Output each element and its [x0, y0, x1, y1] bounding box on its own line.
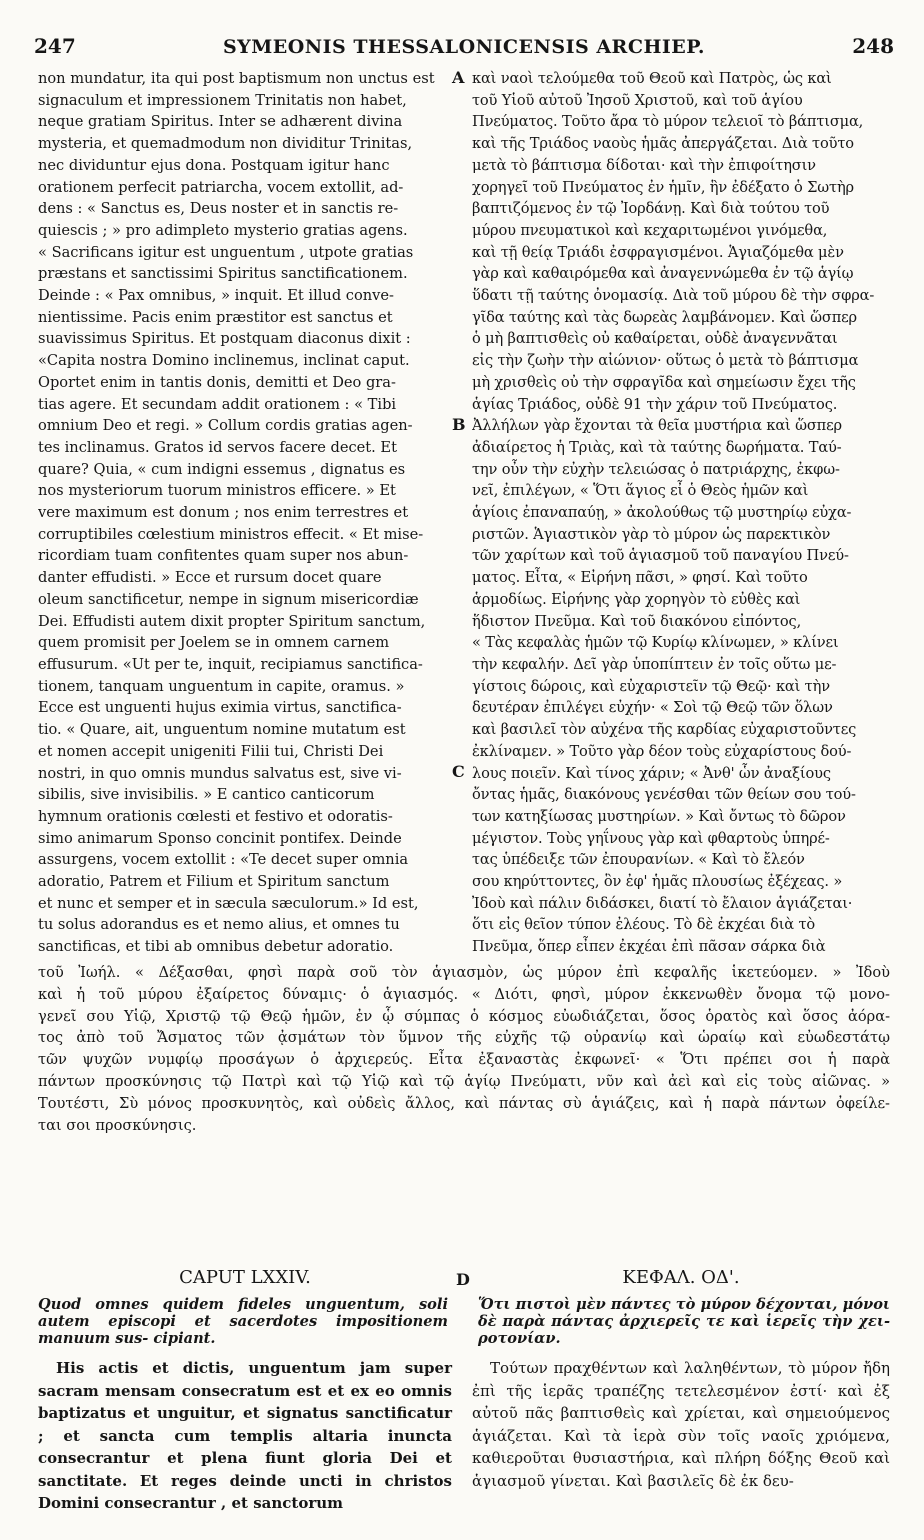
text-line: καὶ βασιλεῖ τὸν αὐχένα τῆς καρδίας εὐχαριστοῦντες: [472, 721, 857, 739]
text-line: Ἰδοὺ καὶ πάλιν διδάσκει, διατί τὸ ἔλαιον ἁγιάζεται·: [472, 894, 853, 912]
text-line: omnium Deo et regi. » Collum cordis gratias agen-: [38, 417, 413, 435]
text-line: oleum sanctificetur, nempe in signum misericordiæ: [38, 590, 419, 608]
text-line: μύρου πνευματικοὶ καὶ κεχαριτωμένοι γινόμεθα,: [472, 221, 828, 239]
text-line: quem promisit per Joelem se in omnem carnem: [38, 634, 390, 652]
text-line: τῶν χαρίτων καὶ τοῦ ἁγιασμοῦ τοῦ παναγίου Πνεύ-: [472, 547, 849, 565]
text-line: μέγιστον. Τοὺς γηΐνους γὰρ καὶ φθαρτοὺς ὑπηρέ-: [472, 829, 830, 847]
text-line: γίστοις δώροις, καὶ εὐχαριστεῖν τῷ Θεῷ· καὶ τὴν: [472, 677, 830, 695]
latin-chapter-body: His actis et dictis, unguentum jam super sacram mensam consecratum est et ex eo omnis baptizatus et unguitur, et signatus sanctificatur ; et sancta cum templis altaria inuncta consecrantur et plena fiunt gloria Dei et sanctitate. Et reges deinde uncti in christos Domini consecrantur , et sanctorum: [38, 1359, 452, 1512]
text-line: ἁγίας Τριάδος, οὐδὲ 91 τὴν χάριν τοῦ Πνεύματος.: [472, 395, 838, 413]
text-line: signaculum et impressionem Trinitatis non habet,: [38, 91, 407, 109]
text-line: Πνεῦμα, ὅπερ εἶπεν ἐκχέαι ἐπὶ πᾶσαν σάρκα διὰ: [472, 938, 826, 956]
right-page-number: 248: [852, 34, 894, 58]
text-line: hymnum orationis cœlesti et festivo et odoratis-: [38, 807, 393, 825]
text-line: tes inclinamus. Gratos id servos facere decet. Et: [38, 438, 397, 456]
text-line: quiescis ; » pro adimpleto mysterio gratias agens.: [38, 221, 408, 239]
left-page-number: 247: [34, 34, 76, 58]
text-line: ἀδιαίρετος ἡ Τριὰς, καὶ τὰ ταύτης δωρήματα. Ταύ-: [472, 438, 842, 456]
text-line: effusurum. «Ut per te, inquit, recipiamus sanctifica-: [38, 655, 423, 673]
text-line: Πνεύματος. Τοῦτο ἄρα τὸ μύρον τελειοῖ τὸ βάπτισμα,: [472, 113, 864, 131]
text-line: non mundatur, ita qui post baptismum non unctus est: [38, 70, 435, 87]
text-line: tias agere. Et secundam addit orationem : « Tibi: [38, 395, 397, 413]
text-line: nos mysteriorum tuorum ministros efficere. » Et: [38, 482, 396, 500]
text-line: ται σοι προσκύνησις.: [38, 1117, 197, 1134]
latin-chapter-heading: CAPUT LXXIV.: [179, 1267, 311, 1288]
greek-chapter-body: Τούτων πραχθέντων καὶ λαληθέντων, τὸ μύρον ἤδη ἐπὶ τῆς ἱερᾶς τραπέζης τετελεσμένον ἐστί· καὶ ἐξ αὐτοῦ πᾶς βαπτισθεὶς καὶ χρίεται, καὶ σημειούμενος ἁγιάζεται. Καὶ τὰ ἱερὰ σὺν τοῖς ναοῖς χριόμενα, καθιεροῦται θυσιαστήρια, καὶ πλήρη δόξης Θεοῦ καὶ ἁγιασμοῦ γίνεται. Καὶ βασιλεῖς δὲ ἐκ δευ-: [472, 1359, 890, 1490]
text-line: ὅτι εἰς θεῖον τύπον ἐλέους. Τὸ δὲ ἐκχέαι διὰ τὸ: [472, 916, 816, 934]
margin-letter-b: B: [452, 415, 466, 434]
text-line: Ecce est unguenti hujus eximia virtus, sanctifica-: [38, 699, 402, 717]
text-line: ὁ μὴ βαπτισθεὶς οὐ καθαίρεται, οὐδὲ ἀναγεννᾶται: [472, 330, 838, 348]
text-line: πάντων προσκύνησις τῷ Πατρὶ καὶ τῷ Υἱῷ καὶ τῷ ἁγίῳ Πνεύματι, νῦν καὶ ἀεὶ καὶ εἰς τοὺς αἰῶνας. »: [38, 1073, 890, 1091]
text-line: εἰς τὴν ζωὴν τὴν αἰώνιον· οὕτως ὁ μετὰ τὸ βάπτισμα: [472, 352, 859, 370]
greek-chapter-subtitle: Ὅτι πιστοὶ μὲν πάντες τὸ μύρον δέχονται, μόνοι δὲ παρὰ πάντας ἀρχιερεῖς τε καὶ ἱερεῖς τὴν χει- ροτονίαν.: [478, 1296, 890, 1347]
text-line: Deinde : « Pax omnibus, » inquit. Et illud conve-: [38, 287, 394, 305]
text-line: orationem perfecit patriarcha, vocem extollit, ad-: [38, 178, 404, 196]
page-header: [34, 34, 894, 64]
text-line: tionem, tanquam unguentum in capite, oramus. »: [38, 677, 405, 695]
margin-letter-c: C: [452, 762, 465, 781]
text-line: neque gratiam Spiritus. Inter se adhærent divina: [38, 113, 403, 131]
greek-chapter-heading: ΚΕΦΑΛ. ΟΔ'.: [622, 1267, 740, 1288]
text-line: tio. « Quare, ait, unguentum nomine mutatum est: [38, 721, 406, 739]
text-line: χορηγεῖ τοῦ Πνεύματος ἐν ἡμῖν, ἣν ἐδέξατο ὁ Σωτὴρ: [472, 178, 854, 196]
text-line: ἁρμοδίως. Εἰρήνης γὰρ χορηγὸν τὸ εὐθὲς καὶ: [472, 590, 801, 608]
text-line: ὕδατι τῇ ταύτης ὀνομασίᾳ. Διὰ τοῦ μύρου δὲ τὴν σφρα-: [472, 287, 875, 305]
text-line: tu solus adorandus es et nemo alius, et omnes tu: [38, 916, 400, 934]
text-line: et nomen accepit unigeniti Filii tui, Christi Dei: [38, 742, 384, 760]
text-line: λους ποιεῖν. Καὶ τίνος χάριν; « Ἀνθ' ὧν ἀναξίους: [472, 764, 831, 782]
text-line: ricordiam tuam confitentes quam super nos abun-: [38, 547, 409, 565]
text-line: ριστῶν. Ἁγιαστικὸν γὰρ τὸ μύρον ὡς παρεκτικὸν: [472, 525, 831, 543]
text-line: καὶ τῆς Τριάδος ναοὺς ἡμᾶς ἀπεργάζεται. Διὰ τοῦτο: [472, 135, 854, 153]
text-line: μὴ χρισθεὶς οὐ τὴν σφραγῖδα καὶ σημείωσιν ἔχει τῆς: [472, 373, 856, 391]
latin-column: [38, 68, 452, 958]
text-line: sanctificas, et tibi ab omnibus debetur adoratio.: [38, 938, 394, 956]
text-line: ἐκλίναμεν. » Τοῦτο γὰρ δέον τοὺς εὐχαρίστους δού-: [472, 742, 852, 760]
text-line: sibilis, sive invisibilis. » E cantico canticorum: [38, 786, 375, 804]
text-line: præstans et sanctissimi Spiritus sanctificationem.: [38, 265, 408, 283]
text-line: Oportet enim in tantis donis, demitti et Deo gra-: [38, 373, 396, 391]
text-line: σου κηρύττοντες, ὃν ἐφ' ἡμᾶς πλουσίως ἐξέχεας. »: [472, 873, 843, 891]
running-title: SYMEONIS THESSALONICENSIS ARCHIEP.: [222, 36, 706, 58]
text-line: vere maximum est donum ; nos enim terrestres et: [38, 504, 409, 522]
text-line: suavissimus Spiritus. Et postquam diaconus dixit :: [38, 330, 411, 348]
text-line: Ἀλλήλων γὰρ ἔχονται τὰ θεῖα μυστήρια καὶ ὥσπερ: [472, 417, 842, 435]
text-line: « Τὰς κεφαλὰς ἡμῶν τῷ Κυρίῳ κλίνωμεν, » κλίνει: [472, 634, 839, 652]
text-line: τας ὑπέδειξε τῶν ἐπουρανίων. « Καὶ τὸ ἔλεόν: [472, 851, 805, 869]
text-line: «Capita nostra Domino inclinemus, inclinat caput.: [38, 352, 410, 370]
text-line: quare? Quia, « cum indigni essemus , dignatus es: [38, 460, 406, 478]
text-line: ματος. Εἶτα, « Εἰρήνη πᾶσι, » φησί. Καὶ τοῦτο: [472, 569, 808, 587]
text-line: δευτέραν ἐπιλέγει εὐχήν· « Σοὶ τῷ Θεῷ τῶν ὅλων: [472, 699, 833, 717]
text-line: assurgens, vocem extollit : «Te decet super omnia: [38, 851, 409, 869]
text-line: γὰρ καὶ καθαιρόμεθα καὶ ἀναγεννώμεθα ἐν τῷ ἁγίῳ: [472, 265, 854, 283]
text-line: την οὖν τὴν εὐχὴν τελειώσας ὁ πατριάρχης, ἐκφω-: [472, 460, 840, 478]
text-line: βαπτιζόμενος ἐν τῷ Ἰορδάνῃ. Καὶ διὰ τούτου τοῦ: [472, 200, 830, 218]
text-line: adoratio, Patrem et Filium et Spiritum sanctum: [38, 873, 390, 891]
text-line: νεῖ, ἐπιλέγων, « Ὅτι ἅγιος εἶ ὁ Θεὸς ἡμῶν καὶ: [472, 482, 809, 500]
text-line: γενεῖ σου Υἱῷ, Χριστῷ τῷ Θεῷ ἡμῶν, ἐν ᾧ σύμπας ὁ κόσμος εὐωδιάζεται, ὅσος ὁρατὸς καὶ ὅσος ἀόρα-: [38, 1007, 890, 1025]
text-line: mysteria, et quemadmodum non dividitur Trinitas,: [38, 135, 413, 153]
text-line: Dei. Effudisti autem dixit propter Spiritum sanctum,: [38, 612, 426, 630]
text-line: « Sacrificans igitur est unguentum , utpote gratias: [38, 243, 414, 261]
text-line: Τουτέστι, Σὺ μόνος προσκυνητὸς, καὶ οὐδεὶς ἄλλος, καὶ πάντας σὺ ἁγιάζεις, καὶ ἡ παρὰ πάντων ὀφείλε-: [38, 1095, 890, 1113]
text-line: ὄντας ἡμᾶς, διακόνους γενέσθαι τῶν θείων σου τού-: [472, 786, 856, 804]
text-line: μετὰ τὸ βάπτισμα δίδοται· καὶ τὴν ἐπιφοίτησιν: [472, 156, 816, 174]
text-line: nientissime. Pacis enim præstitor est sanctus et: [38, 308, 393, 326]
text-line: corruptibiles cœlestium ministros effecit. « Et mise-: [38, 525, 424, 543]
greek-column: [472, 68, 890, 958]
text-line: τοῦ Ἰωήλ. « Δέξασθαι, φησὶ παρὰ σοῦ τὸν ἁγιασμὸν, ὡς μύρον ἐπὶ κεφαλῆς ἱκετεύομεν. » Ἰδοὺ: [38, 963, 890, 981]
text-line: et nunc et semper et in sæcula sæculorum.» Id est,: [38, 894, 419, 912]
text-line: τῶν ψυχῶν νυμφίῳ προσάγων ὁ ἀρχιερεύς. Εἶτα ἐξαναστὰς ἐκφωνεῖ· « Ὅτι πρέπει σοι ἡ παρὰ: [38, 1051, 890, 1069]
latin-chapter-subtitle: Quod omnes quidem fideles unguentum, soli autem episcopi et sacerdotes impositionem manuum sus- cipiant.: [38, 1296, 448, 1347]
text-line: nec dividuntur ejus dona. Postquam igitur hanc: [38, 156, 390, 174]
margin-letter-a: A: [452, 68, 465, 87]
text-line: nostri, in quo omnis mundus salvatus est, sive vi-: [38, 764, 402, 782]
text-line: των κατηξίωσας μυστηρίων. » Καὶ ὄντως τὸ δῶρον: [472, 807, 846, 825]
text-line: τοῦ Υἱοῦ αὐτοῦ Ἰησοῦ Χριστοῦ, καὶ τοῦ ἁγίου: [472, 91, 803, 109]
text-line: danter effudisti. » Ecce et rursum docet quare: [38, 569, 382, 587]
text-line: γῖδα ταύτης καὶ τὰς δωρεὰς λαμβάνομεν. Καὶ ὥσπερ: [472, 308, 857, 326]
margin-letter-d: D: [456, 1270, 470, 1289]
text-line: simo animarum Sponso concinit pontifex. Deinde: [38, 829, 402, 847]
text-line: καὶ τῇ θείᾳ Τριάδι ἐσφραγισμένοι. Ἁγιαζόμεθα μὲν: [472, 243, 844, 261]
text-line: dens : « Sanctus es, Deus noster et in sanctis re-: [38, 200, 399, 218]
text-line: ἁγίοις ἐπαναπαύῃ, » ἀκολούθως τῷ μυστηρίῳ εὐχα-: [472, 504, 852, 522]
text-line: καὶ ναοὶ τελούμεθα τοῦ Θεοῦ καὶ Πατρὸς, ὡς καὶ: [472, 70, 832, 87]
text-line: καὶ ἡ τοῦ μύρου ἐξαίρετος δύναμις· ὁ ἁγιασμός. « Διότι, φησὶ, μύρον ἐκκενωθὲν ὄνομα τῷ μονο-: [38, 985, 890, 1003]
text-line: τὴν κεφαλήν. Δεῖ γὰρ ὑποπίπτειν ἐν τοῖς οὕτω με-: [472, 655, 837, 673]
text-line: ἥδιστον Πνεῦμα. Καὶ τοῦ διακόνου εἰπόντος,: [472, 612, 802, 630]
text-line: τος ἀπὸ τοῦ Ἄσματος τῶν ᾀσμάτων τὸν ὕμνον τῆς εὐχῆς τῷ οὐρανίῳ καὶ ὡραίῳ καὶ εὐωδεστάτῳ: [38, 1029, 890, 1047]
